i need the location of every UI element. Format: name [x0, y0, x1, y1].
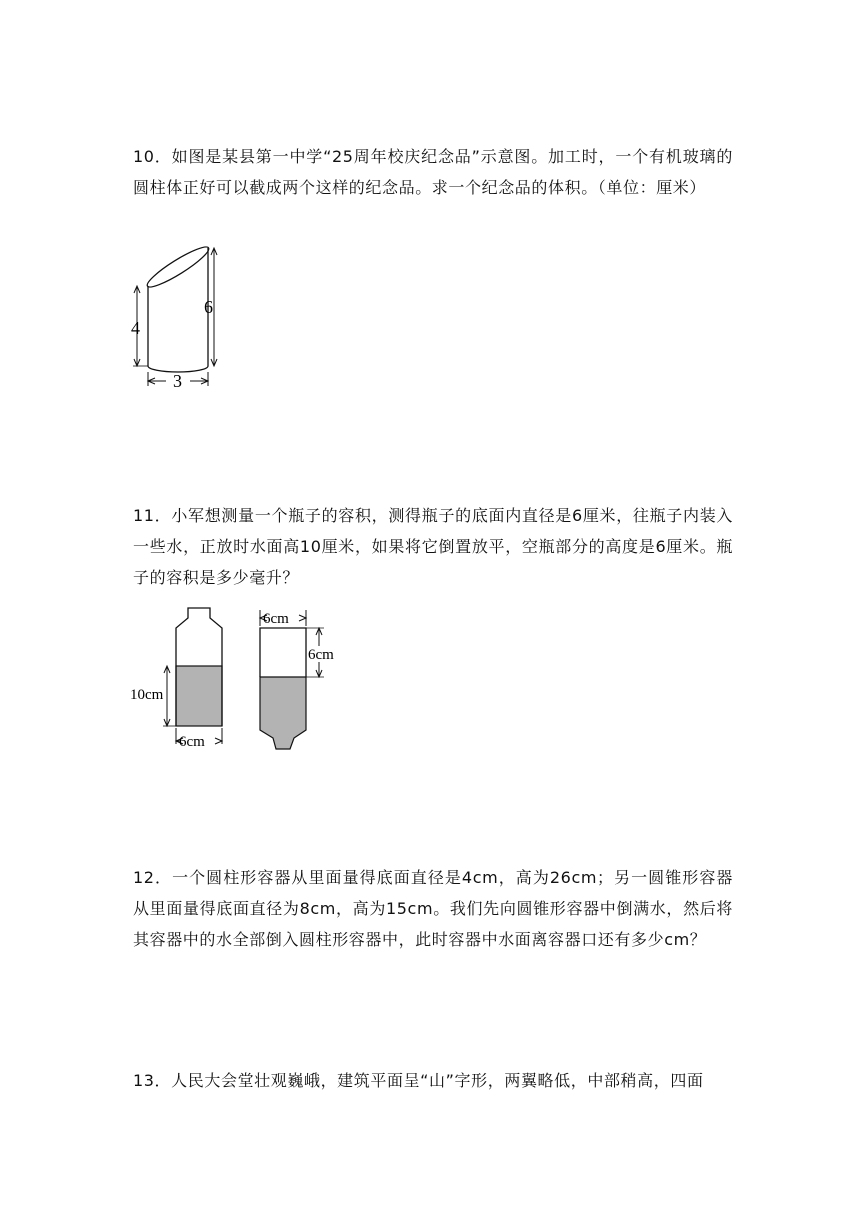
figure-q11-bottles — [128, 604, 348, 754]
figure-q10-cut-cylinder — [128, 240, 223, 395]
question-12 — [133, 862, 733, 955]
dim-air-height: 6cm — [308, 647, 334, 663]
dim-right-height: 6 — [204, 297, 213, 317]
dim-upright-width: 6cm — [179, 734, 205, 750]
question-number: 12． — [133, 868, 173, 887]
dim-inverted-width: 6cm — [263, 611, 289, 627]
question-number: 11． — [133, 506, 172, 525]
question-11 — [133, 500, 733, 593]
dim-water-height: 10cm — [130, 687, 164, 703]
question-text: 小军想测量一个瓶子的容积，测得瓶子的底面内直径是6厘米，往瓶子内装入一些水，正放时水面高10厘米，如果将它倒置放平，空瓶部分的高度是6厘米。瓶子的容积是多少毫升？ — [133, 506, 733, 587]
question-number: 10． — [133, 147, 172, 166]
question-text: 人民大会堂壮观巍峨，建筑平面呈“山”字形，两翼略低，中部稍高，四面 — [171, 1071, 704, 1090]
question-13 — [133, 1065, 733, 1096]
question-number: 13． — [133, 1071, 172, 1090]
dim-width: 3 — [173, 371, 182, 391]
question-text: 如图是某县第一中学“25周年校庆纪念品”示意图。加工时，一个有机玻璃的圆柱体正好可以截成两个这样的纪念品。求一个纪念品的体积。（单位：厘米） — [133, 147, 733, 197]
dim-left-height: 4 — [131, 318, 140, 338]
question-10 — [133, 141, 733, 203]
inverted-bottle — [260, 610, 343, 749]
upright-bottle — [130, 608, 222, 750]
question-text: 一个圆柱形容器从里面量得底面直径是4cm，高为26cm；另一圆锥形容器从里面量得底面直径为8cm，高为15cm。我们先向圆锥形容器中倒满水，然后将其容器中的水全部倒入圆柱形容器中，此时容器中水面离容器口还有多少cm？ — [133, 868, 733, 949]
